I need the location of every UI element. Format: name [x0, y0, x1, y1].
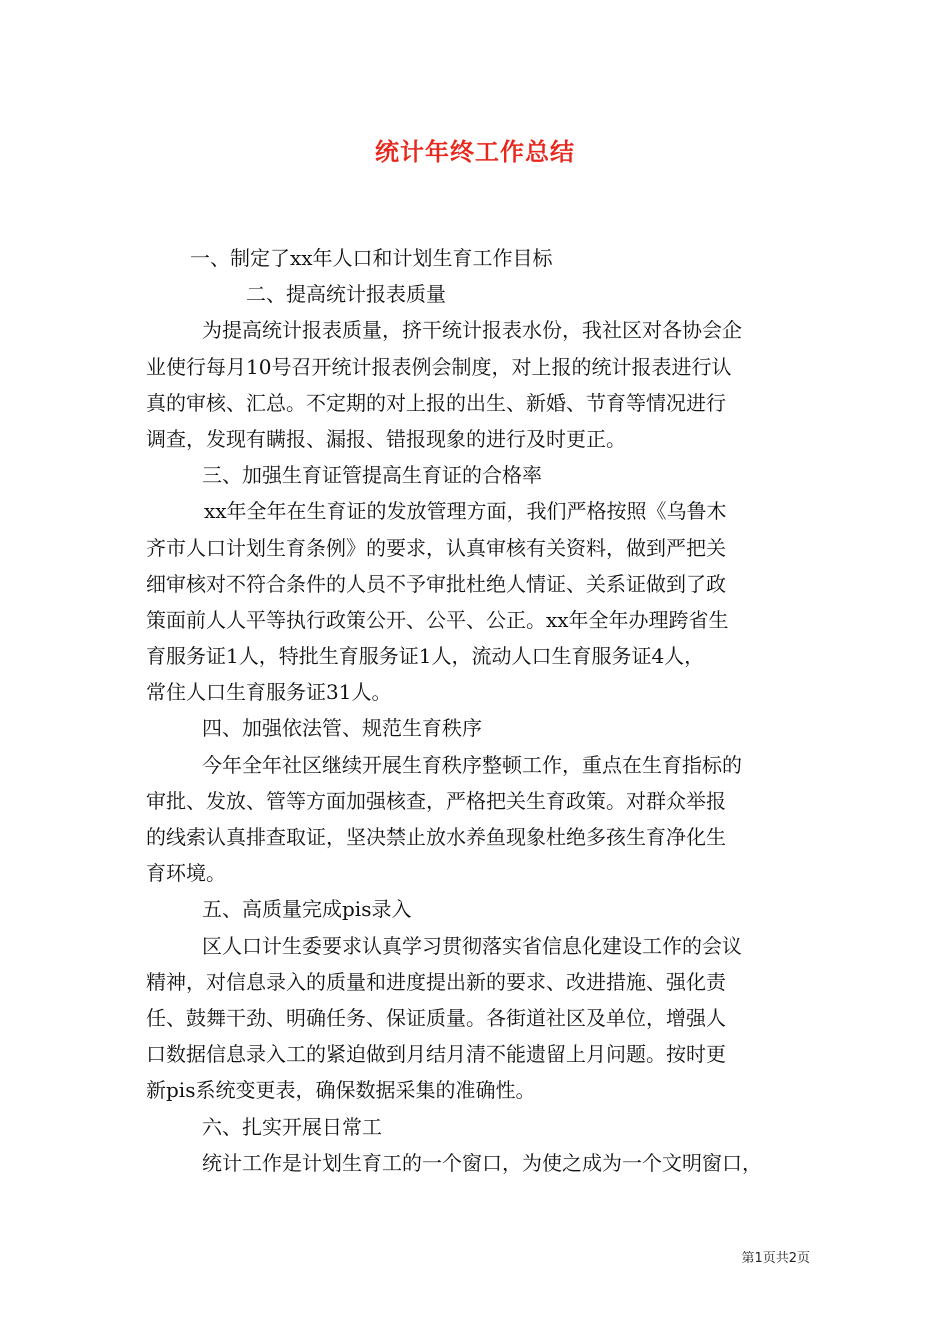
paragraph-line: 统计工作是计划生育工的一个窗口，为使之成为一个文明窗口，	[202, 1150, 762, 1175]
paragraph-line: 育环境。	[146, 861, 226, 886]
paragraph-line: 真的审核、汇总。不定期的对上报的出生、新婚、节育等情况进行	[146, 390, 726, 415]
page-number-footer: 第1页共2页	[741, 1251, 810, 1266]
paragraph-line: 调查，发现有瞒报、漏报、错报现象的进行及时更正。	[146, 426, 626, 451]
paragraph-line: 新pis系统变更表，确保数据采集的准确性。	[146, 1078, 536, 1103]
paragraph-line: 育服务证1人，特批生育服务证1人，流动人口生育服务证4人，	[146, 644, 705, 669]
heading-1: 一、制定了xx年人口和计划生育工作目标	[190, 246, 553, 270]
heading-3: 三、加强生育证管提高生育证的合格率	[202, 463, 542, 488]
heading-6: 六、扎实开展日常工	[202, 1114, 382, 1139]
paragraph-line: 为提高统计报表质量，挤干统计报表水份，我社区对各协会企	[202, 318, 742, 343]
paragraph-line: 区人口计生委要求认真学习贯彻落实省信息化建设工作的会议	[202, 933, 742, 958]
paragraph-line: 今年全年社区继续开展生育秩序整顿工作，重点在生育指标的	[202, 752, 742, 777]
paragraph-line: 齐市人口计划生育条例》的要求，认真审核有关资料，做到严把关	[146, 535, 726, 560]
paragraph-line: 业使行每月10号召开统计报表例会制度，对上报的统计报表进行认	[146, 354, 732, 379]
heading-4: 四、加强依法管、规范生育秩序	[202, 716, 482, 741]
paragraph-line: 的线索认真排查取证，坚决禁止放水养鱼现象杜绝多孩生育净化生	[146, 825, 726, 849]
document-body	[146, 240, 808, 1181]
paragraph-line: 策面前人人平等执行政策公开、公平、公正。xx年全年办理跨省生	[146, 607, 729, 632]
paragraph-line: 审批、发放、管等方面加强核查，严格把关生育政策。对群众举报	[146, 788, 726, 813]
heading-2: 二、提高统计报表质量	[246, 282, 446, 307]
paragraph-line: xx年全年在生育证的发放管理方面，我们严格按照《乌鲁木	[204, 499, 727, 524]
paragraph-line: 细审核对不符合条件的人员不予审批杜绝人情证、关系证做到了政	[146, 571, 726, 596]
paragraph-line: 常住人口生育服务证31人。	[146, 680, 392, 705]
paragraph-line: 任、鼓舞干劲、明确任务、保证质量。各街道社区及单位，增强人	[146, 1005, 726, 1030]
paragraph-line: 精神，对信息录入的质量和进度提出新的要求、改进措施、强化责	[146, 969, 726, 994]
document-title: 统计年终工作总结	[375, 138, 575, 166]
heading-5: 五、高质量完成pis录入	[202, 897, 412, 922]
paragraph-line: 口数据信息录入工的紧迫做到月结月清不能遗留上月问题。按时更	[146, 1042, 726, 1067]
